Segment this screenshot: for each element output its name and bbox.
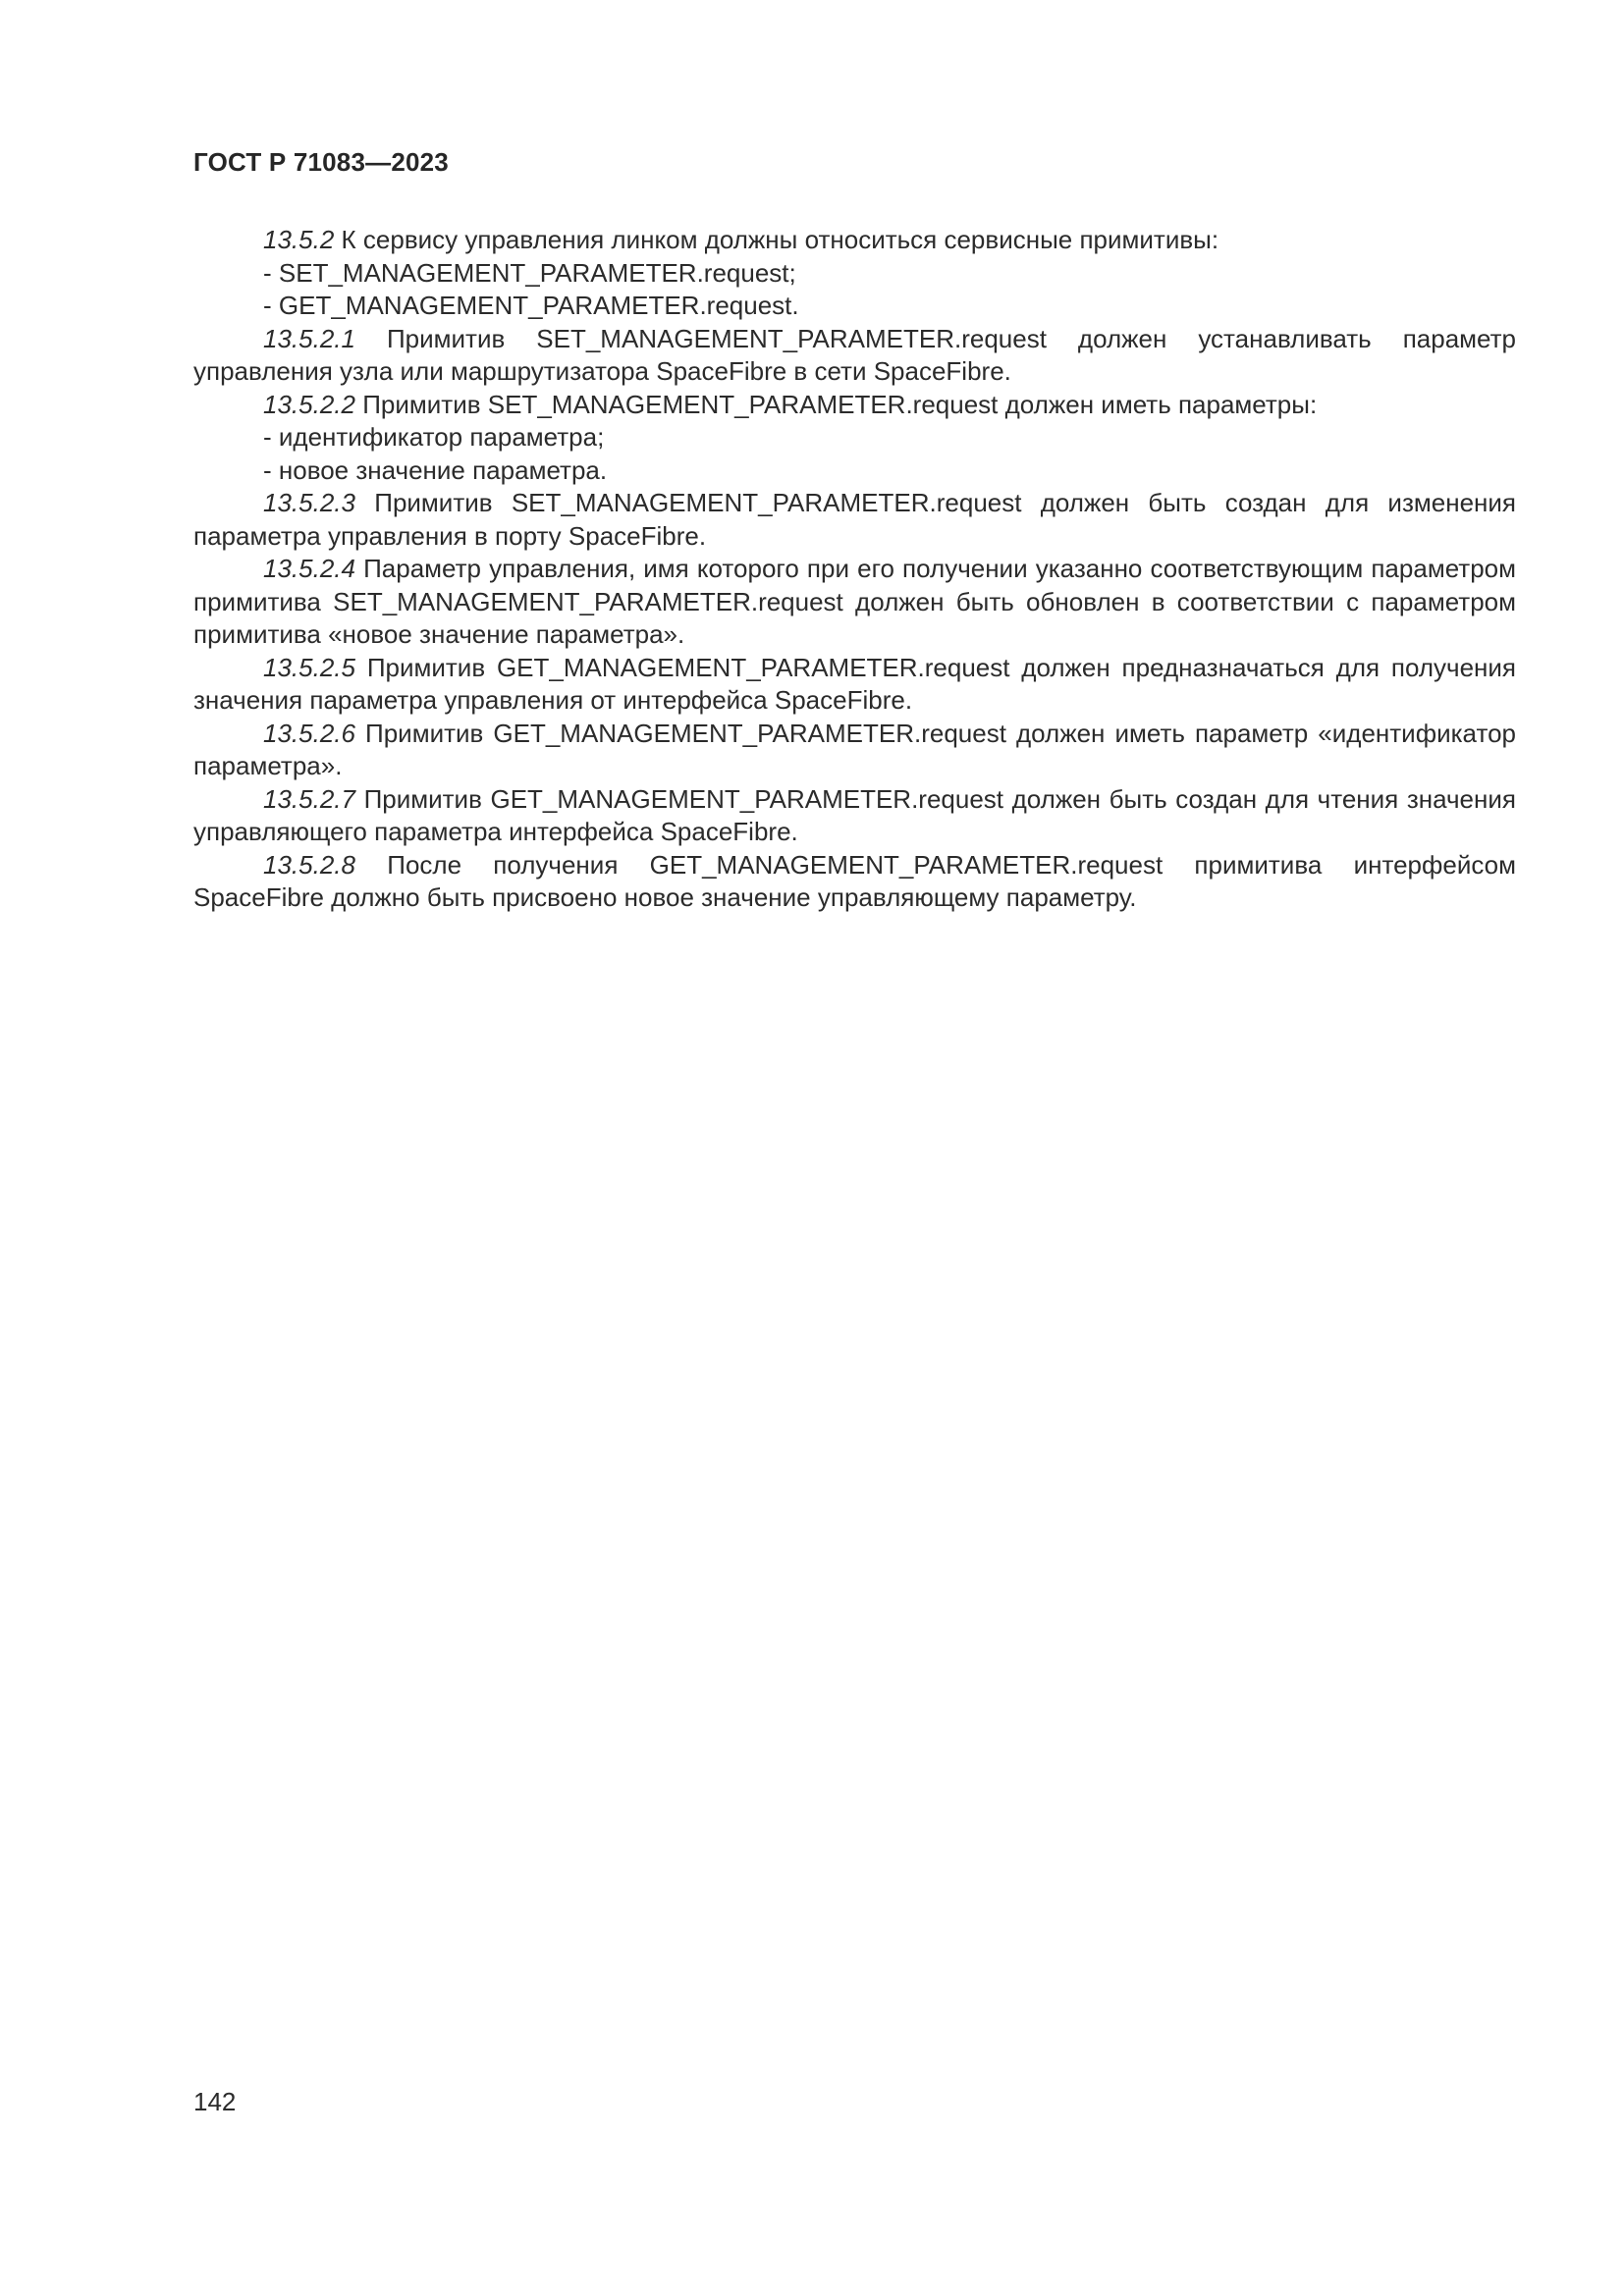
clause-text: Примитив GET_MANAGEMENT_PARAMETER.request должен быть создан для чтения значения управляющего параметра интерфейса SpaceFibre. — [193, 783, 1516, 846]
clause-number: 13.5.2.4 — [263, 554, 355, 583]
primitive-list — [193, 257, 1516, 323]
clause-13-5-2-1 — [193, 323, 1516, 389]
list-item: - идентификатор параметра; — [263, 422, 605, 452]
clause-13-5-2-2 — [193, 389, 1516, 422]
clause-text: Примитив SET_MANAGEMENT_PARAMETER.request должен быть создан для изменения параметра управления в порту SpaceFibre. — [193, 488, 1516, 551]
clause-number: 13.5.2.3 — [263, 488, 355, 517]
running-header — [193, 147, 449, 178]
page-number: 142 — [193, 2087, 237, 2116]
clause-text: Примитив GET_MANAGEMENT_PARAMETER.request должен предназначаться для получения значения параметра управления от интерфейса SpaceFibre. — [193, 652, 1516, 715]
clause-13-5-2-8 — [193, 849, 1516, 915]
document-body — [193, 224, 1516, 915]
clause-13-5-2 — [193, 224, 1516, 257]
clause-number: 13.5.2.7 — [263, 783, 355, 814]
clause-13-5-2-7 — [193, 783, 1516, 849]
clause-number: 13.5.2.8 — [263, 849, 355, 880]
clause-number: 13.5.2.6 — [263, 718, 355, 748]
clause-13-5-2-4 — [193, 553, 1516, 652]
clause-number: 13.5.2 — [263, 225, 335, 254]
clause-text: Примитив SET_MANAGEMENT_PARAMETER.request должен иметь параметры: — [362, 389, 1318, 419]
clause-number: 13.5.2.2 — [263, 389, 355, 419]
list-item: - новое значение параметра. — [263, 454, 608, 485]
clause-13-5-2-3 — [193, 487, 1516, 553]
list-item: - SET_MANAGEMENT_PARAMETER.request; — [263, 257, 796, 288]
list-item: - GET_MANAGEMENT_PARAMETER.request. — [263, 291, 799, 320]
clause-13-5-2-6 — [193, 718, 1516, 783]
clause-number: 13.5.2.5 — [263, 652, 355, 682]
parameter-list — [193, 421, 1516, 487]
clause-13-5-2-5 — [193, 652, 1516, 718]
clause-text: Примитив GET_MANAGEMENT_PARAMETER.request должен иметь параметр «идентификатор параметра». — [193, 718, 1516, 780]
clause-text: Примитив SET_MANAGEMENT_PARAMETER.request должен устанавливать параметр управления узла или маршрутизатора SpaceFibre в сети SpaceFibre. — [193, 323, 1517, 386]
standard-id: ГОСТ Р 71083—2023 — [193, 147, 449, 177]
clause-text: После получения GET_MANAGEMENT_PARAMETER.request примитива интерфейсом SpaceFibre должно быть присвоено новое значение управляющему параметру. — [193, 849, 1516, 912]
clause-number: 13.5.2.1 — [263, 323, 355, 353]
clause-text: К сервису управления линком должны относиться сервисные примитивы: — [341, 225, 1219, 254]
clause-text: Параметр управления, имя которого при его получении указанно соответствующим параметром примитива SET_MANAGEMENT_PARAMETER.request должен быть обновлен в соответствии с параметром примитива «новое значение параметра». — [193, 554, 1516, 649]
